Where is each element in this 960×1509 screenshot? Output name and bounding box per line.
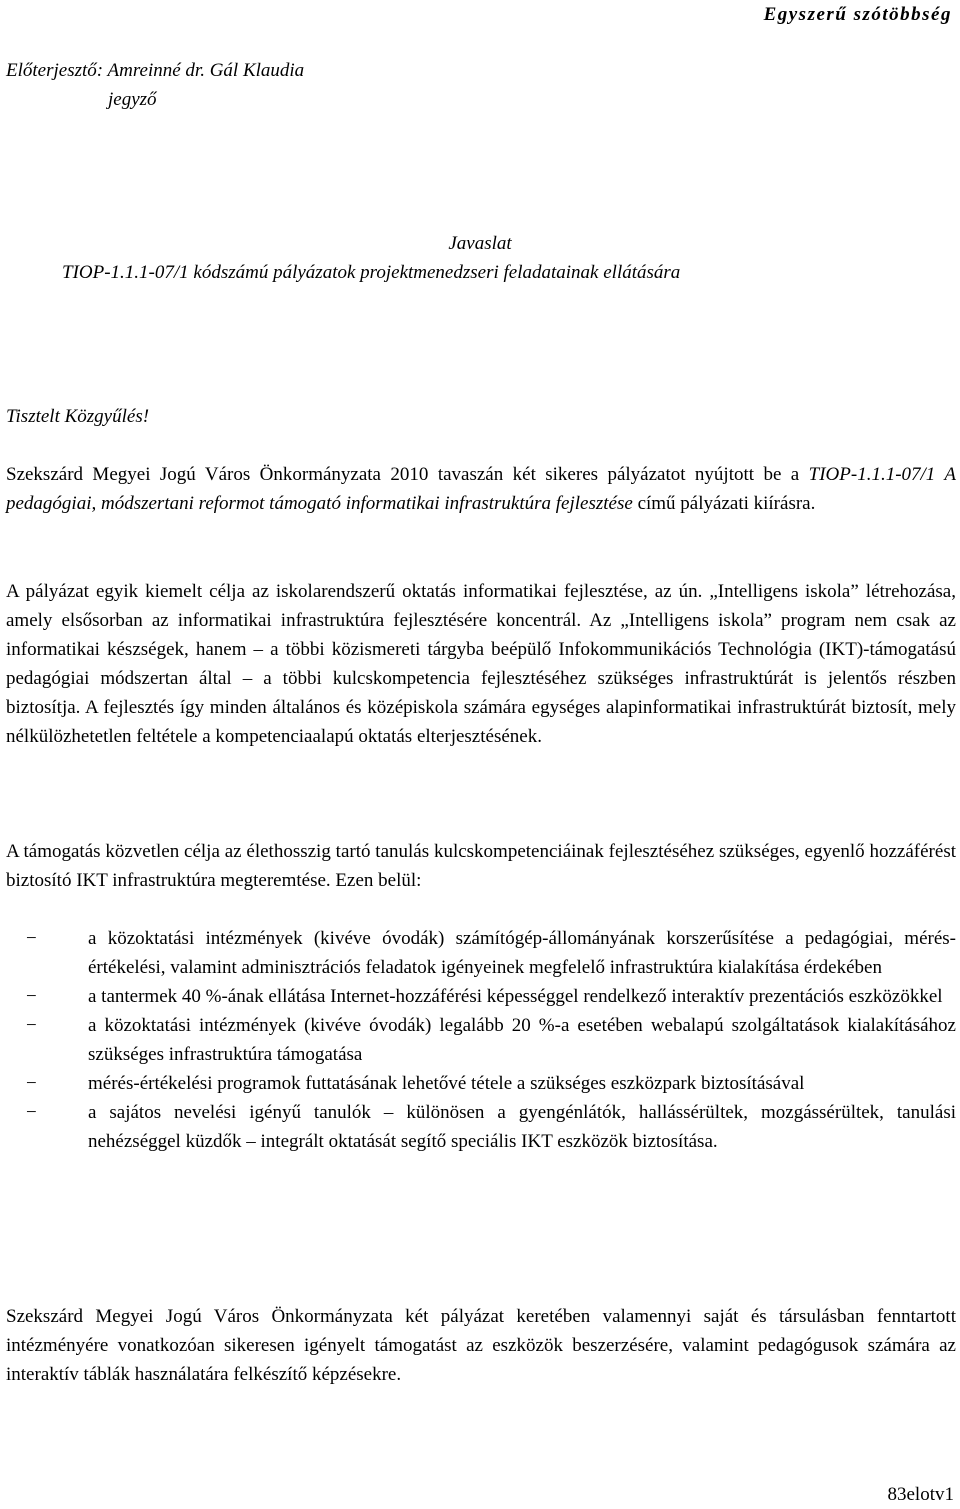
paragraph-outcome: Szekszárd Megyei Jogú Város Önkormányzata két pályázat keretében valamennyi saját és társulásban fenntartott intézményére vonatkozóan sikeresen igényelt támogatást az eszközök beszerzésére, valamint pedagógusok számára az interaktív táblák használatára felkészítő képzésekre. bbox=[6, 1306, 956, 1385]
document-title: Javaslat bbox=[448, 233, 512, 254]
call-title: TIOP-1.1.1-07/1 A pedagógiai, módszertani reformot támogató informatikai infrastruktúra fejlesztése bbox=[6, 464, 956, 514]
paragraph-support: A támogatás közvetlen célja az élethosszig tartó tanulás kulcskompetenciáinak fejlesztéséhez szükséges, egyenlő hozzáférést biztosító IKT infrastruktúra megteremtése. Ezen belül: bbox=[6, 841, 956, 891]
dash-marker: − bbox=[26, 986, 37, 1007]
dash-marker: − bbox=[26, 1073, 37, 1094]
intro-text: Szekszárd Megyei Jogú Város Önkormányzata 2010 tavaszán két sikeres pályázatot nyújtott be a bbox=[6, 464, 809, 485]
vote-type-label: Egyszerű szótöbbség bbox=[763, 4, 952, 25]
list-item bbox=[26, 1098, 956, 1156]
paragraph-intro bbox=[6, 460, 956, 518]
list-item-text: mérés-értékelési programok futtatásának lehetővé tétele a szükséges eszközpark biztosításával bbox=[88, 1073, 805, 1094]
salutation: Tisztelt Közgyűlés! bbox=[6, 406, 150, 427]
list-item bbox=[26, 982, 956, 1011]
paragraph-goals: A pályázat egyik kiemelt célja az iskolarendszerű oktatás informatikai fejlesztése, az ún. „Intelligens iskola” létrehozása, amely elsősorban az informatikai infrastruktúra fejlesztésére koncentrál. Az „Intelligens iskola” program nem csak az informatikai készségek, hanem – a többi közismereti tárgyba beépülő Infokommunikációs Technológia (IKT)-támogatású pedagógiai módszertan által – a többi kulcskompetencia fejlesztéséhez szükséges infrastruktúrát is jelentős részben biztosítja. A fejlesztés így minden általános és középiskola számára egységes alapinformatikai infrastruktúrát biztosít, mely nélkülözhetetlen feltétele a kompetenciaalapú oktatás elterjesztésének. bbox=[6, 581, 956, 747]
presenter-role: jegyző bbox=[108, 89, 157, 110]
support-list bbox=[26, 924, 956, 1156]
list-item bbox=[26, 1069, 956, 1098]
dash-marker: − bbox=[26, 928, 37, 949]
list-item-text: a sajátos nevelési igényű tanulók – különösen a gyengénlátók, hallássérültek, mozgássérültek, tanulási nehézséggel küzdők – integrált oktatását segítő speciális IKT eszközök biztosítása. bbox=[88, 1102, 956, 1152]
presenter-line: Előterjesztő: Amreinné dr. Gál Klaudia bbox=[6, 60, 305, 81]
list-item-text: a közoktatási intézmények (kivéve óvodák) legalább 20 %-a esetében webalapú szolgáltatások kialakításához szükséges infrastruktúra támogatása bbox=[88, 1015, 956, 1065]
document-code: 83elotv1 bbox=[887, 1484, 954, 1505]
intro-text-end: című pályázati kiírásra. bbox=[632, 493, 816, 514]
list-item-text: a közoktatási intézmények (kivéve óvodák) számítógép-állományának korszerűsítése a pedagógiai, mérés-értékelési, valamint adminisztrációs feladatok igényeinek megfelelő infrastruktúra kialakítása érdekében bbox=[88, 928, 956, 978]
dash-marker: − bbox=[26, 1102, 37, 1123]
list-item bbox=[26, 924, 956, 982]
list-item-text: a tantermek 40 %-ának ellátása Internet-hozzáférési képességgel rendelkező interaktív prezentációs eszközökkel bbox=[88, 986, 943, 1007]
dash-marker: − bbox=[26, 1015, 37, 1036]
document-subtitle: TIOP-1.1.1-07/1 kódszámú pályázatok projektmenedzseri feladatainak ellátására bbox=[62, 262, 681, 283]
list-item bbox=[26, 1011, 956, 1069]
